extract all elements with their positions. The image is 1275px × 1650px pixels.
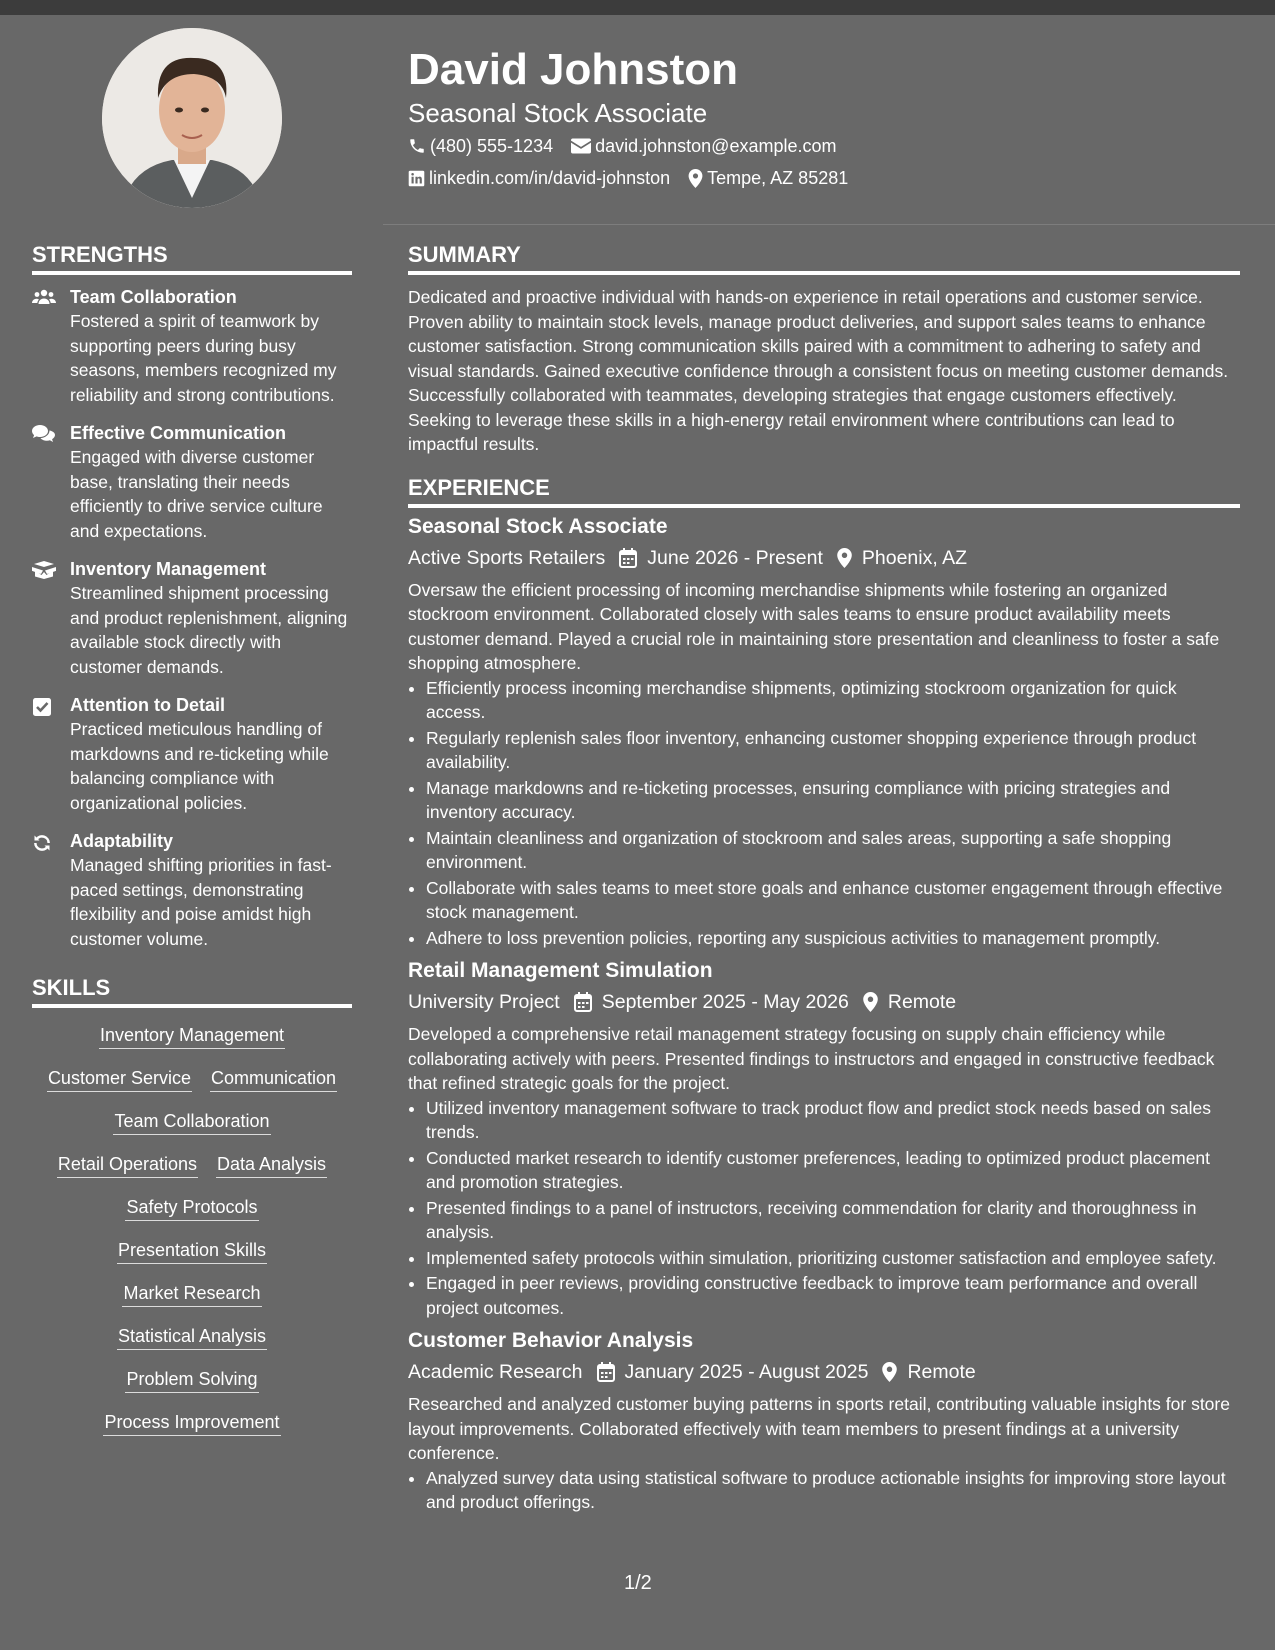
skill-tag: Inventory Management (99, 1022, 285, 1049)
map-pin-icon (863, 992, 878, 1012)
skill-tag: Problem Solving (125, 1366, 258, 1393)
strength-desc: Streamlined shipment processing and product replenishment, aligning available stock directly with customer demands. (70, 583, 348, 677)
job-title: Customer Behavior Analysis (408, 1329, 694, 1352)
list-item: • Maintain cleanliness and organization of stockroom and sales areas, supporting a safe shopping environment. (426, 826, 1240, 875)
location-text: Tempe, AZ 85281 (707, 168, 849, 188)
job-dates: September 2025 - May 2026 (601, 991, 849, 1013)
summary-heading: SUMMARY (408, 240, 1240, 275)
experience-entry (408, 512, 1240, 951)
list-item: • Adhere to loss prevention policies, reporting any suspicious activities to management promptly. (426, 926, 1240, 951)
skills-list (32, 1022, 352, 1436)
list-item: • Conducted market research to identify customer preferences, leading to optimized product placement and promotion strategies. (426, 1146, 1240, 1195)
phone-text: (480) 555-1234 (430, 136, 554, 156)
check-square-icon (32, 697, 52, 717)
job-location: Remote (887, 991, 957, 1013)
header-divider (383, 224, 1275, 225)
job-title: Seasonal Stock Associate (408, 514, 668, 538)
job-dates: June 2026 - Present (647, 546, 823, 569)
list-item: • Collaborate with sales teams to meet store goals and enhance customer engagement through effective stock management. (426, 876, 1240, 925)
strength-item (32, 421, 352, 543)
left-column (32, 240, 352, 1436)
job-location: Phoenix, AZ (861, 546, 968, 569)
avatar (102, 28, 282, 208)
job-org: Academic Research (408, 1361, 583, 1383)
experience-entry (408, 956, 1240, 1320)
calendar-icon (574, 992, 592, 1012)
strength-title: Inventory Management (70, 559, 267, 579)
summary-text: Dedicated and proactive individual with hands-on experience in retail operations and customer service. Proven ability to maintain stock levels, manage product deliveries, and support sales teams to enhance customer satisfaction. Strong communication skills paired with a commitment to adhering to safety and visual standards. Gained executive confidence through a consistent focus on meeting customer demands. Successfully collaborated with teammates, developing strategies that engage customers effectively. Seeking to leverage these skills in a high-energy retail environment where contributions can lead to impactful results. (408, 287, 1229, 454)
top-bar (0, 0, 1275, 15)
strengths-heading: STRENGTHS (32, 240, 352, 275)
list-item: • Presented findings to a panel of instructors, receiving commendation for clarity and thoroughness in analysis. (426, 1196, 1240, 1245)
job-bullets (408, 676, 1240, 951)
map-pin-icon (837, 548, 852, 568)
job-title: Retail Management Simulation (408, 959, 713, 982)
job-description: Oversaw the efficient processing of incoming merchandise shipments while fostering an organized stockroom environment. Collaborated closely with sales teams to ensure product availability meets customer demand. Played a crucial role in maintaining store presentation and cleanliness to foster a safe shopping atmosphere. (408, 579, 1220, 673)
strength-item (32, 693, 352, 815)
strength-item (32, 557, 352, 679)
linkedin-icon (408, 170, 425, 187)
strength-title: Adaptability (70, 831, 174, 851)
skill-tag: Statistical Analysis (117, 1323, 267, 1350)
strength-desc: Fostered a spirit of teamwork by supporting peers during busy seasons, members recognized my reliability and strong contributions. (70, 311, 337, 405)
strength-title: Attention to Detail (70, 695, 225, 715)
job-description: Developed a comprehensive retail management strategy focusing on supply chain efficiency while collaborating actively with peers. Presented findings to instructors and engaged in constructive feedback that refined strategic goals for the project. (408, 1024, 1215, 1093)
envelope-icon (571, 138, 591, 154)
linkedin-contact[interactable] (408, 162, 670, 194)
skill-tag: Market Research (122, 1280, 261, 1307)
list-item: • Utilized inventory management software to track product flow and predict stock needs based on sales trends. (426, 1096, 1240, 1145)
phone-icon (408, 137, 426, 155)
strength-title: Effective Communication (70, 423, 287, 443)
calendar-icon (619, 548, 637, 568)
list-item: • Regularly replenish sales floor inventory, enhancing customer shopping experience through product availability. (426, 726, 1240, 775)
job-bullets (408, 1466, 1240, 1515)
experience-entry (408, 1326, 1240, 1515)
candidate-title: Seasonal Stock Associate (408, 98, 708, 128)
skill-tag: Team Collaboration (113, 1108, 270, 1135)
page-number: 1/2 (624, 1572, 652, 1594)
job-org: Active Sports Retailers (408, 546, 606, 569)
list-item: • Manage markdowns and re-ticketing processes, ensuring compliance with pricing strategies and inventory accuracy. (426, 776, 1240, 825)
users-icon (32, 289, 56, 305)
job-location: Remote (907, 1361, 976, 1383)
box-open-icon (32, 561, 56, 579)
skills-heading: SKILLS (32, 973, 352, 1008)
skill-tag: Safety Protocols (125, 1194, 258, 1221)
map-pin-icon (688, 169, 703, 188)
job-description: Researched and analyzed customer buying patterns in sports retail, contributing valuable insights for store layout improvements. Collaborated effectively with team members to present findings at a university conference. (408, 1394, 1230, 1463)
email-text: david.johnston@example.com (595, 136, 837, 156)
job-org: University Project (408, 991, 560, 1013)
right-column (408, 240, 1240, 1516)
map-pin-icon (882, 1362, 897, 1382)
skill-tag: Customer Service (47, 1065, 192, 1092)
skill-tag: Process Improvement (103, 1409, 280, 1436)
candidate-name: David Johnston (408, 45, 739, 94)
skill-tag: Retail Operations (57, 1151, 198, 1178)
list-item: • Engaged in peer reviews, providing constructive feedback to improve team performance and overall project outcomes. (426, 1271, 1240, 1320)
strength-desc: Engaged with diverse customer base, translating their needs efficiently to drive service culture and expectations. (70, 447, 323, 541)
skill-tag: Data Analysis (216, 1151, 327, 1178)
strength-desc: Managed shifting priorities in fast-paced settings, demonstrating flexibility and poise amidst high customer volume. (70, 855, 332, 949)
sync-icon (32, 833, 52, 853)
list-item: • Efficiently process incoming merchandise shipments, optimizing stockroom organization for quick access. (426, 676, 1240, 725)
strength-desc: Practiced meticulous handling of markdowns and re-ticketing while balancing compliance with organizational policies. (70, 719, 329, 813)
skill-tag: Communication (210, 1065, 337, 1092)
header (408, 40, 1248, 194)
job-bullets (408, 1096, 1240, 1321)
linkedin-text: linkedin.com/in/david-johnston (429, 168, 671, 188)
strength-title: Team Collaboration (70, 287, 237, 307)
location-contact (688, 162, 848, 194)
email-contact[interactable] (571, 130, 836, 162)
strength-item (32, 829, 352, 951)
list-item: • Implemented safety protocols within simulation, prioritizing customer satisfaction and employee safety. (426, 1246, 1240, 1271)
strength-item (32, 285, 352, 407)
phone-contact[interactable] (408, 130, 553, 162)
comments-icon (32, 425, 56, 443)
list-item: • Analyzed survey data using statistical software to produce actionable insights for improving store layout and product offerings. (426, 1466, 1240, 1515)
skill-tag: Presentation Skills (117, 1237, 267, 1264)
experience-heading: EXPERIENCE (408, 473, 1240, 508)
job-dates: January 2025 - August 2025 (624, 1361, 869, 1383)
calendar-icon (597, 1362, 615, 1382)
